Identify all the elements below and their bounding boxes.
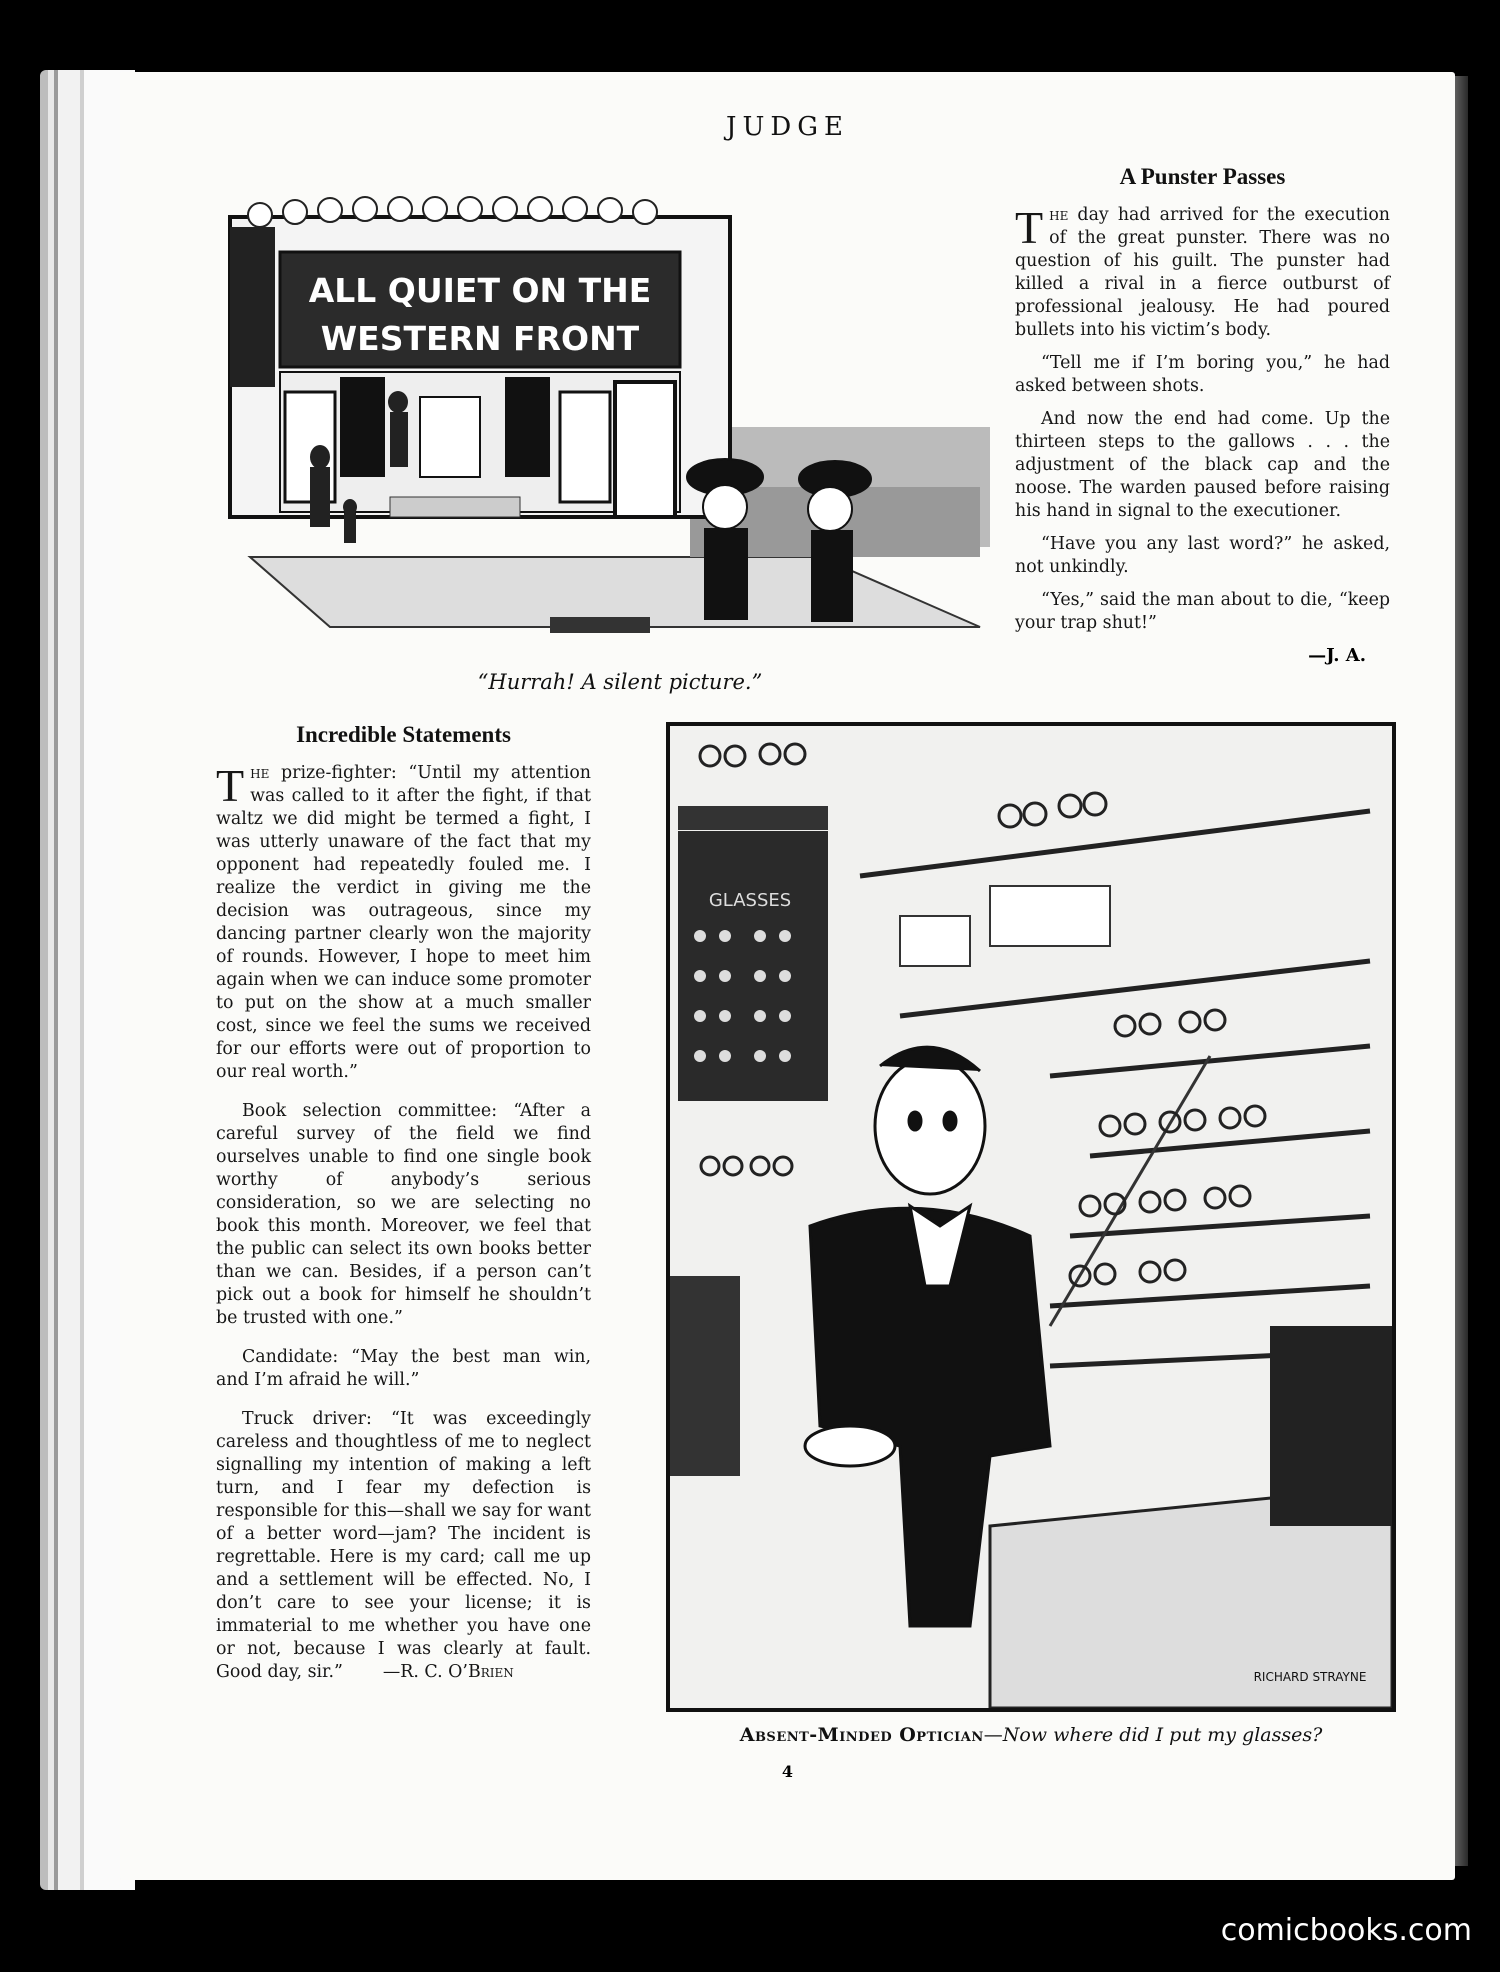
incredible-dropcap: T (216, 760, 245, 811)
punster-title: A Punster Passes (1119, 164, 1286, 189)
punster-paragraph-3: And now the end had come. Up the thirteen steps to the gallows . . . the adjustment of the black cap and the noose. The warden paused before raising his hand in signal to the executioner. (1015, 409, 1390, 521)
incredible-statements-article (216, 722, 591, 1694)
optician-cartoon (666, 722, 1396, 1712)
punster-paragraph-1: The day had arrived for the execution of the great punster. There was no question of his guilt. The punster had killed a rival in a fierce outburst of professional jealousy. He had poured bullets into his victim’s body. (1015, 202, 1390, 340)
page-number: 4 (781, 1762, 794, 1781)
punster-paragraph-5: “Yes,” said the man about to die, “keep your trap shut!” (1015, 590, 1390, 633)
punster-article (1015, 164, 1390, 666)
watermark-text: comicbooks.com (1220, 1913, 1472, 1948)
punster-signature: —J. A. (1308, 645, 1366, 666)
marquee-line-2: WESTERN FRONT (320, 319, 640, 358)
magazine-header: JUDGE (726, 112, 849, 142)
theater-cartoon (220, 157, 990, 667)
marquee-line-1: ALL QUIET ON THE (308, 271, 652, 310)
theater-cartoon-caption: “Hurrah! A silent picture.” (477, 670, 763, 694)
magazine-page (120, 72, 1455, 1880)
punster-paragraph-4: “Have you any last word?” he asked, not unkindly. (1015, 534, 1390, 577)
incredible-title: Incredible Statements (296, 722, 511, 747)
artist-signature: RICHARD STRAYNE (1253, 1670, 1367, 1684)
incredible-paragraph-3: Candidate: “May the best man win, and I’m afraid he will.” (216, 1347, 591, 1390)
optician-caption: Absent-Minded Optician—Now where did I put my glasses? (739, 1724, 1323, 1746)
incredible-paragraph-4: Truck driver: “It was exceedingly careless and thoughtless of me to neglect signalling my intention of making a left turn, and I fear my defection is responsible for this—shall we say for want of a better word—jam? The incident is regrettable. Here is my card; call me up and a settlement will be effected. No, I don’t care to see your license; it is immaterial to me whether you have one or not, because I was clearly at fault. Good day, sir.” —R. C. O’Brien (216, 1409, 591, 1682)
punster-dropcap: T (1015, 202, 1044, 253)
punster-paragraph-2: “Tell me if I’m boring you,” he had asked between shots. (1015, 353, 1390, 396)
incredible-paragraph-1: The prize-fighter: “Until my attention was called to it after the fight, if that waltz we did might be termed a fight, I was utterly unaware of the fact that my opponent had repeatedly fouled me. I realize the verdict in giving me the decision was outrageous, since my dancing partner clearly won the majority of rounds. However, I hope to meet him again when we can induce some promoter to put on the show at a much smaller cost, since we feel the sums we received for our efforts were out of proportion to our real worth.” (216, 760, 591, 1082)
incredible-signature: —R. C. O’Brien (382, 1662, 514, 1682)
glasses-sign-text: GLASSES (708, 890, 792, 911)
incredible-paragraph-2: Book selection committee: “After a careful survey of the field we find ourselves unable to find one single book worthy of anybody’s serious consideration, so we are selecting no book this month. Moreover, we feel that the public can select its own books better than we can. Besides, if a person can’t pick out a book for himself he shouldn’t be trusted with one.” (216, 1101, 591, 1328)
